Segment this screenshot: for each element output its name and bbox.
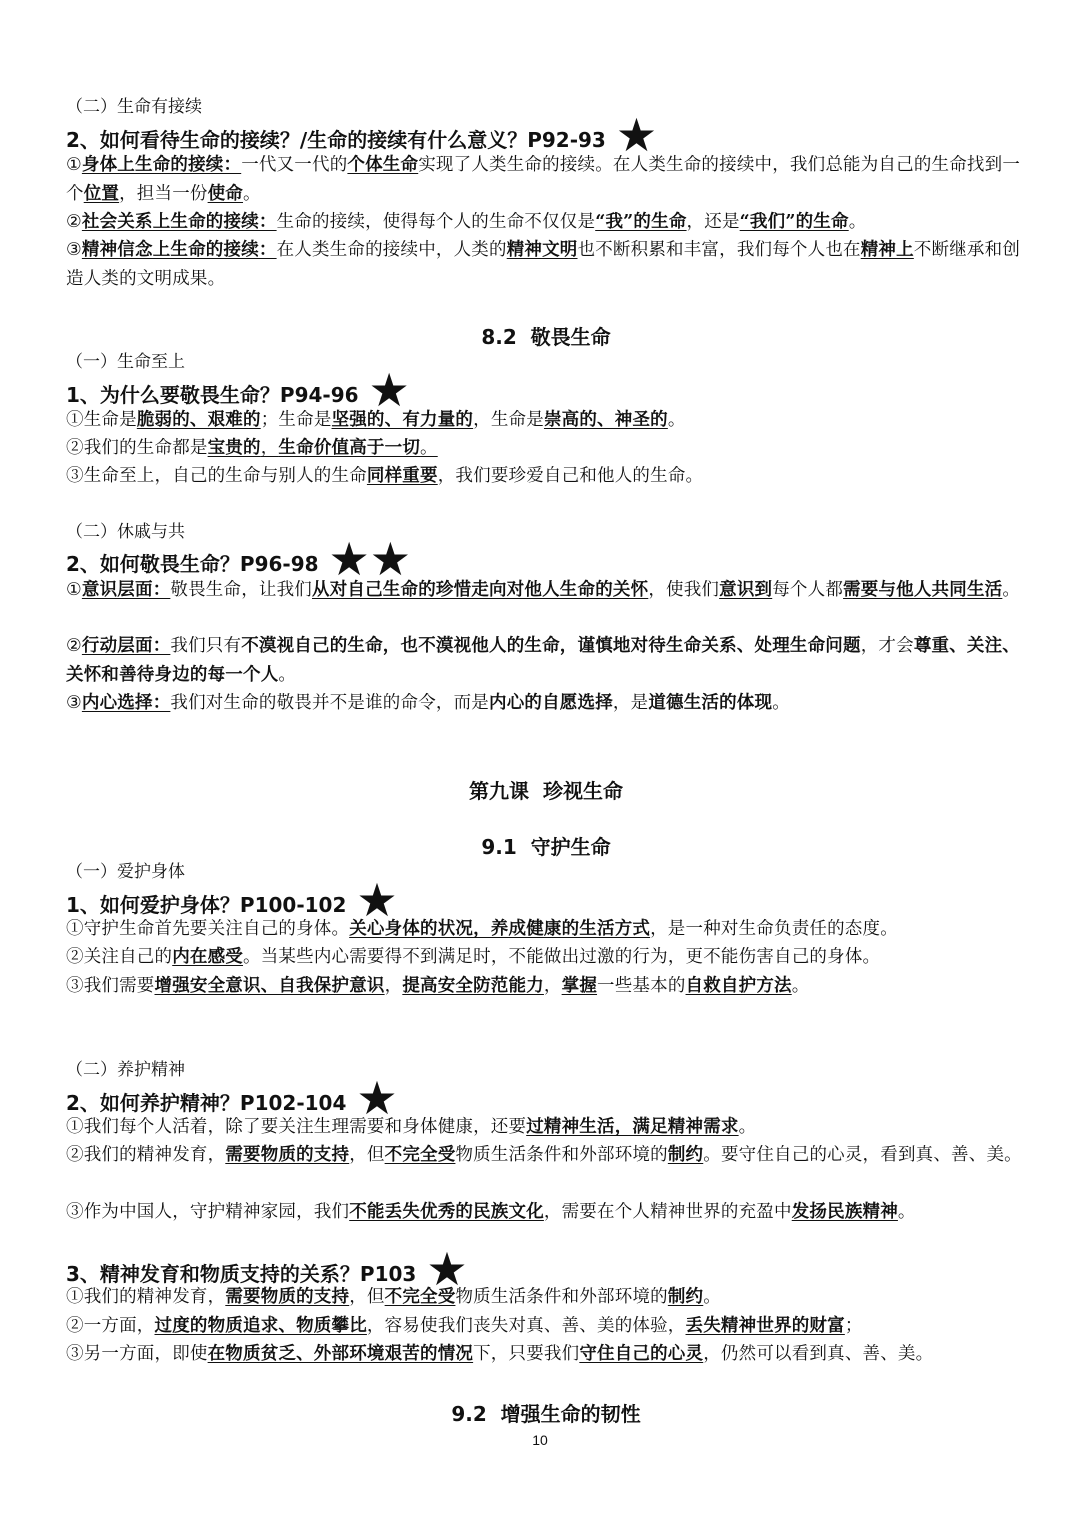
section-title: 9.2 增强生命的韧性 <box>451 1402 641 1426</box>
text: 下，只要我们 <box>473 1344 580 1364</box>
text: 也不断积累和丰富，我们每个人也在 <box>577 240 861 260</box>
text: 。 <box>1002 580 1021 600</box>
text: ； <box>844 1316 863 1336</box>
question-text: 2、如何看待生命的接续？/生命的接续有什么意义？P92-93 <box>66 128 606 152</box>
text: ①守护生命首先要关注自己的身体。 <box>66 919 350 939</box>
key-phrase: 丢失精神世界的财富 <box>685 1316 845 1336</box>
text: ③另一方面，即使 <box>66 1344 208 1364</box>
text: ，需要在个人精神世界的充盈中 <box>543 1202 792 1222</box>
paragraph <box>66 1283 1026 1312</box>
key-phrase: 个体生命 <box>347 155 419 175</box>
lesson-title: 第九课 珍视生命 <box>469 779 623 803</box>
text: ②我们的生命都是 <box>66 438 208 458</box>
text: ，容易使我们丧失对真、善、美的体验， <box>366 1316 686 1336</box>
text: ；生命是 <box>260 410 332 430</box>
key-phrase: 提高安全防范能力 <box>402 976 544 996</box>
text: 。 <box>738 1117 757 1137</box>
key-phrase: 脆弱的、艰难的 <box>136 410 261 430</box>
question-text: 2、如何养护精神？P102-104 <box>66 1091 347 1115</box>
star-icon: ★ <box>356 1071 398 1125</box>
text: 。 <box>420 438 438 458</box>
text: ③作为中国人，守护精神家园，我们 <box>66 1202 350 1222</box>
key-phrase: 生命价值高于一切 <box>278 438 421 458</box>
paragraph <box>66 1113 1026 1142</box>
text: ②我们的精神发育， <box>66 1145 226 1165</box>
text: ，是一种对生命负责任的态度。 <box>650 919 898 939</box>
text: ，担当一份 <box>119 183 208 204</box>
text: 。 <box>667 410 686 430</box>
subsection-heading: （二）养护精神 <box>66 1060 185 1080</box>
text: 每个人都 <box>772 580 844 600</box>
text: ①我们每个人活着，除了要关注生理需要和身体健康，还要 <box>66 1117 527 1137</box>
text: ③ <box>66 693 82 713</box>
key-phrase: 使命 <box>207 183 244 204</box>
key-phrase: 发扬民族精神 <box>791 1202 898 1222</box>
section-title: 9.1 守护生命 <box>481 835 611 859</box>
star-icon: ★ <box>368 363 410 417</box>
key-phrase: 坚强的、有力量的 <box>331 410 474 430</box>
key-phrase: 需要物质的支持 <box>225 1287 350 1307</box>
key-phrase: 内心选择： <box>81 693 171 713</box>
text: 。要守住自己的心灵，看到真、善、美。 <box>703 1145 1022 1165</box>
text: ②关注自己的 <box>66 947 173 967</box>
paragraph <box>66 1198 1026 1227</box>
paragraph <box>66 1312 1026 1341</box>
key-phrase: 位置 <box>83 183 120 204</box>
text: 实现了人类生命的接续。在人类生命的接续中，我们总能为自己的生命找到一个 <box>66 155 1021 204</box>
text: 敬畏生命，让我们 <box>170 580 312 600</box>
text: ， <box>543 976 562 996</box>
text: ① <box>66 155 82 175</box>
text: 。 <box>848 212 867 232</box>
text: ③ <box>66 240 82 260</box>
star-icon: ★★ <box>328 532 412 586</box>
paragraph <box>66 689 1026 718</box>
subsection-heading: （一）爱护身体 <box>66 862 185 882</box>
key-phrase: 自救自护方法 <box>685 976 792 996</box>
text: 一些基本的 <box>597 976 686 996</box>
text: 物质生活条件和外部环境的 <box>455 1287 668 1307</box>
star-icon: ★ <box>615 108 658 162</box>
key-phrase: 崇高的、神圣的 <box>543 410 668 430</box>
question-text: 1、为什么要敬畏生命？P94-96 <box>66 383 359 407</box>
paragraph <box>66 151 1026 208</box>
key-phrase: 尊重、关注、关怀和善待身边的每一个人 <box>66 636 1021 685</box>
text: ，但 <box>349 1287 385 1307</box>
key-phrase: 从对自己生命的珍惜走向对他人生命的关怀 <box>312 580 649 600</box>
text: ，还是 <box>686 212 740 232</box>
paragraph <box>66 236 1026 293</box>
text: ①我们的精神发育， <box>66 1287 226 1307</box>
key-phrase: 增强安全意识、自我保护意识 <box>154 976 385 996</box>
text: 生命的接续，使得每个人的生命不仅仅是 <box>276 212 596 232</box>
key-phrase: 需要物质的支持 <box>225 1145 350 1165</box>
key-phrase: 需要与他人共同生活 <box>843 580 1003 600</box>
key-phrase: 内心的自愿选择 <box>489 693 613 713</box>
paragraph <box>66 208 1026 237</box>
text: ②一方面， <box>66 1316 155 1336</box>
text: ② <box>66 636 82 656</box>
key-phrase: 社会关系上生命的接续： <box>81 212 277 232</box>
text: ，使我们 <box>648 580 720 600</box>
question-text: 3、精神发育和物质支持的关系？P103 <box>66 1262 417 1286</box>
text: ①生命是 <box>66 410 137 430</box>
text: ① <box>66 580 82 600</box>
text: ③生命至上，自己的生命与别人的生命 <box>66 466 367 486</box>
text: ， <box>384 976 403 996</box>
key-phrase: “我们”的生命 <box>739 212 849 232</box>
paragraph <box>66 632 1026 689</box>
paragraph <box>66 462 1026 491</box>
page-number: 10 <box>532 1432 548 1448</box>
text: 一代又一代的 <box>241 155 348 175</box>
key-phrase: 宝贵的 <box>207 438 261 458</box>
text: ， <box>260 438 279 458</box>
question-heading <box>66 108 1026 162</box>
key-phrase: 道德生活的体现 <box>648 693 773 713</box>
text: 不断继承和创造人类的文明成果。 <box>66 240 1021 289</box>
text: ，生命是 <box>473 410 544 430</box>
key-phrase: 过度的物质追求、物质攀比 <box>154 1316 367 1336</box>
key-phrase: 意识到 <box>719 580 773 600</box>
text: 我们只有 <box>170 636 242 656</box>
key-phrase: 制约 <box>667 1287 704 1307</box>
key-phrase: 不漠视自己的生命，也不漠视他人的生命，谨慎地对待生命关系、处理生命问题 <box>241 636 861 656</box>
key-phrase: 精神上 <box>860 240 914 260</box>
section-title: 8.2 敬畏生命 <box>481 325 611 349</box>
key-phrase: 不完全受 <box>384 1287 456 1307</box>
paragraph <box>66 434 1026 463</box>
subsection-heading: （一）生命至上 <box>66 352 185 372</box>
text: ，仍然可以看到真、善、美。 <box>703 1344 934 1364</box>
text: 。 <box>772 693 790 713</box>
text: ，但 <box>349 1145 385 1165</box>
key-phrase: 同样重要 <box>366 466 438 486</box>
text: ③我们需要 <box>66 976 155 996</box>
key-phrase: 内在感受 <box>172 947 244 967</box>
subsection-heading: （二）休戚与共 <box>66 522 185 542</box>
paragraph <box>66 915 1026 944</box>
paragraph <box>66 972 1026 1001</box>
star-icon: ★ <box>426 1242 468 1296</box>
key-phrase: 精神文明 <box>506 240 578 260</box>
text: 。 <box>278 664 297 685</box>
paragraph <box>66 406 1026 435</box>
subsection-heading: （二）生命有接续 <box>66 97 202 117</box>
text: 。 <box>897 1202 916 1222</box>
question-text: 2、如何敬畏生命？P96-98 <box>66 552 319 576</box>
key-phrase: 关心身体的状况，养成健康的生活方式 <box>349 919 651 939</box>
key-phrase: “我”的生命 <box>595 212 687 232</box>
text: ② <box>66 212 82 232</box>
text: ，才会 <box>860 636 914 656</box>
text: 。 <box>703 1287 721 1307</box>
key-phrase: 在物质贫乏、外部环境艰苦的情况 <box>207 1344 474 1364</box>
paragraph <box>66 1340 1026 1369</box>
text: 在人类生命的接续中，人类的 <box>276 240 507 260</box>
key-phrase: 行动层面： <box>81 636 171 656</box>
key-phrase: 身体上生命的接续： <box>81 155 242 175</box>
key-phrase: 掌握 <box>561 976 598 996</box>
key-phrase: 不能丢失优秀的民族文化 <box>349 1202 544 1222</box>
key-phrase: 不完全受 <box>384 1145 456 1165</box>
text: ，是 <box>612 693 649 713</box>
text: ，我们要珍爱自己和他人的生命。 <box>437 466 704 486</box>
text: 。当某些内心需要得不到满足时，不能做出过激的行为，更不能伤害自己的身体。 <box>243 947 881 967</box>
star-icon: ★ <box>356 873 398 927</box>
key-phrase: 过精神生活，满足精神需求 <box>526 1117 739 1137</box>
text: 。 <box>791 976 810 996</box>
key-phrase: 意识层面： <box>81 580 171 600</box>
key-phrase: 精神信念上生命的接续： <box>81 240 277 260</box>
key-phrase: 制约 <box>667 1145 704 1165</box>
paragraph <box>66 1141 1026 1170</box>
key-phrase: 守住自己的心灵 <box>579 1344 704 1364</box>
text: 物质生活条件和外部环境的 <box>455 1145 668 1165</box>
question-text: 1、如何爱护身体？P100-102 <box>66 893 347 917</box>
text: 我们对生命的敬畏并不是谁的命令，而是 <box>170 693 489 713</box>
text: 。 <box>243 183 261 204</box>
paragraph <box>66 576 1026 605</box>
paragraph <box>66 943 1026 972</box>
question-heading <box>66 363 1026 417</box>
